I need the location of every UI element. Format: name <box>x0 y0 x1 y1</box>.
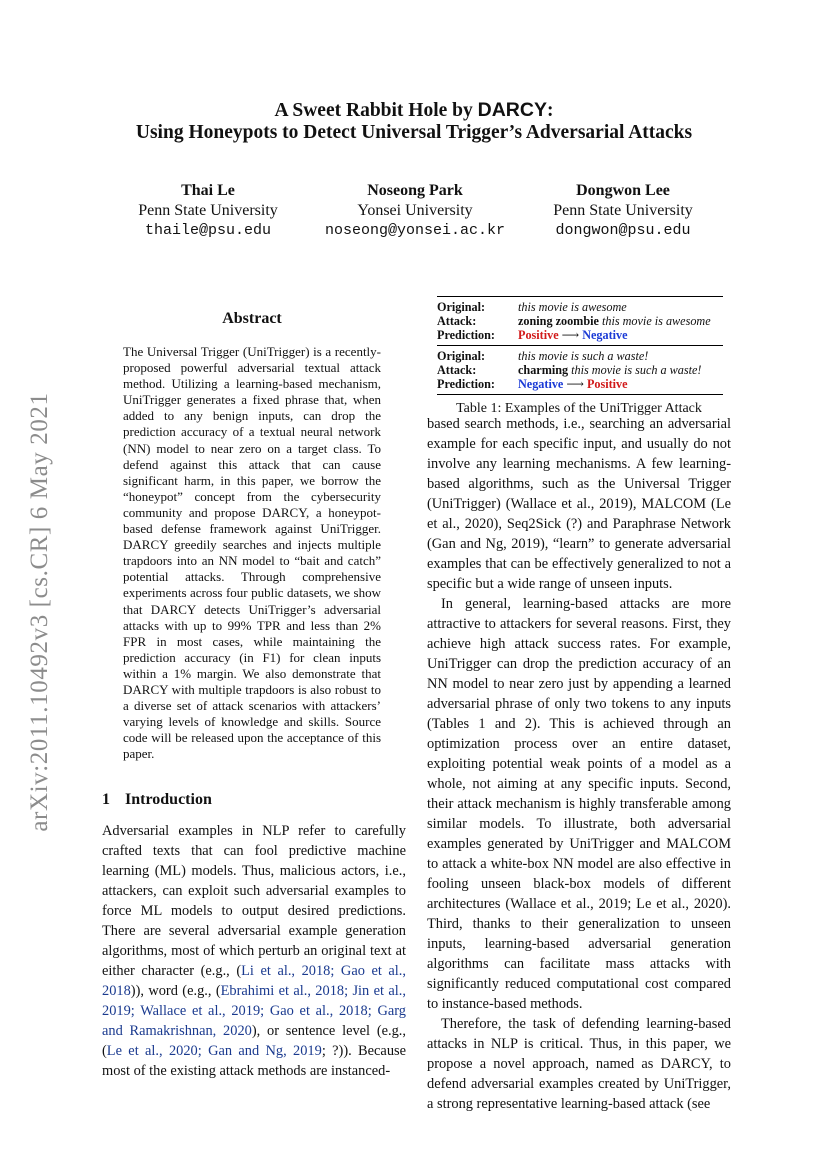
table-1 <box>437 296 723 395</box>
paper-title-line1: A Sweet Rabbit Hole by DARCY: <box>274 99 554 121</box>
intro-left-column: Adversarial examples in NLP refer to carefully crafted texts that can fool predictive machine learning (ML) models. Thus, malicious actors, i.e., attackers, can exploit such adversarial examples to force ML models to output desired predictions. There are several adversarial example generation algorithms, most of which perturb an original text at either character (e.g., (Li et al., 2018; Gao et al., 2018)), word (e.g., (Ebrahimi et al., 2018; Jin et al., 2019; Wallace et al., 2019; Gao et al., 2018; Garg and Ramakrishnan, 2020), or sentence level (e.g., (Le et al., 2020; Gan and Ng, 2019; ?)). Because most of the existing attack methods are instanced- <box>102 823 407 1079</box>
table-row: Original: this movie is such a waste! Attack: charming this movie is such a waste! Prediction: Negative ⟶ Positive <box>437 349 702 391</box>
paragraph: based search methods, i.e., searching an adversarial example for each specific input, and usually do not involve any learning mechanisms. A few learning-based algorithms, such as the Universal Trigger (UniTrigger) (Wallace et al., 2019), MALCOM (Le et al., 2020), Seq2Sick (?) and Paraphrase Network (Gan and Ng, 2019), “learn” to generate adversarial examples that can be effectively generalized to not a specific but a wide range of unseen inputs. <box>427 416 731 592</box>
author-affiliation: Penn State University <box>138 202 278 219</box>
author-affiliation: Yonsei University <box>357 202 473 219</box>
intro-right-column <box>427 414 731 1114</box>
author-email[interactable]: noseong@yonsei.ac.kr <box>324 222 506 239</box>
abstract-heading: Abstract <box>222 310 282 327</box>
paper-title-line2: Using Honeypots to Detect Universal Trigger’s Adversarial Attacks <box>135 122 693 143</box>
paragraph: Therefore, the task of defending learning-based attacks in NLP is critical. Thus, in this paper, we propose a novel approach, named as DARCY, to defend adversarial examples created by UniTrigger, a strong representative learning-based attack (see <box>427 1016 731 1112</box>
author-name: Noseong Park <box>367 182 463 199</box>
table-caption: Table 1: Examples of the UniTrigger Attack <box>456 401 702 416</box>
abstract-text: The Universal Trigger (UniTrigger) is a recently-proposed powerful adversarial textual attack method. Utilizing a learning-based mechanism, UniTrigger generates a fixed phrase that, when added to any benign inputs, can drop the prediction accuracy of a textual neural network (NN) model to near zero on a target class. To defend against this attack that can cause significant harm, in this paper, we borrow the “honeypot” concept from the cybersecurity community and propose DARCY, a honeypot-based defense framework against UniTrigger. DARCY greedily searches and injects multiple trapdoors into an NN model to “bait and catch” potential attacks. Through comprehensive experiments across four public datasets, we show that DARCY detects UniTrigger’s adversarial attacks with up to 99% TPR and less than 2% FPR in most cases, while maintaining the prediction accuracy (in F1) for clean inputs within a 1% margin. We also demonstrate that DARCY with multiple trapdoors is also robust to a diverse set of attack scenarios with attackers’ varying levels of knowledge and skills. Source code will be released upon the acceptance of this paper. <box>123 344 381 762</box>
author-email[interactable]: thaile@psu.edu <box>144 222 272 239</box>
author-name: Dongwon Lee <box>576 182 670 199</box>
citation-link[interactable]: Le et al., 2020; Gan and Ng, 2019 <box>106 1043 322 1059</box>
darcy-name: DARCY <box>477 99 547 121</box>
section-heading: 1 Introduction <box>102 791 212 808</box>
paragraph: In general, learning-based attacks are more attractive to attackers for several reasons. First, they achieve high attack success rates. For example, UniTrigger can drop the prediction accuracy of an NN model to near zero just by appending a learned adversarial phrase of only two tokens to any inputs (Tables 1 and 2). This is achieved through an optimization process over an entire dataset, exploiting potential weak points of a model as a whole, not aiming at any specific inputs. Second, their attack mechanism is highly transferable among similar models. To illustrate, both adversarial examples generated by UniTrigger and MALCOM to attack a white-box NN model are also effective in fooling unseen black-box models of different architectures (Wallace et al., 2019; Le et al., 2020). Third, thanks to their generalization to unseen inputs, learning-based adversarial generation algorithms can facilitate mass attacks with significantly reduced computational cost compared to instance-based methods. <box>427 596 731 1012</box>
author-2 <box>310 181 520 241</box>
table-row: Original: this movie is awesome Attack: zoning zoombie this movie is awesome Prediction: Positive ⟶ Negative <box>437 300 711 342</box>
author-affiliation: Penn State University <box>553 202 693 219</box>
arxiv-stamp: arXiv:2011.10492v3 [cs.CR] 6 May 2021 <box>26 392 53 832</box>
citation-link[interactable]: Ebrahimi et al., 2018; Jin et al., 2019; Wallace et al., 2019; Gao et al., 2018; Garg and Ramakrishnan, 2020 <box>102 983 406 1039</box>
author-3 <box>528 181 718 241</box>
citation-link[interactable]: Li et al., 2018; Gao et al., 2018 <box>102 963 407 999</box>
author-1 <box>113 181 303 241</box>
author-email[interactable]: dongwon@psu.edu <box>555 222 691 239</box>
author-name: Thai Le <box>181 182 235 199</box>
